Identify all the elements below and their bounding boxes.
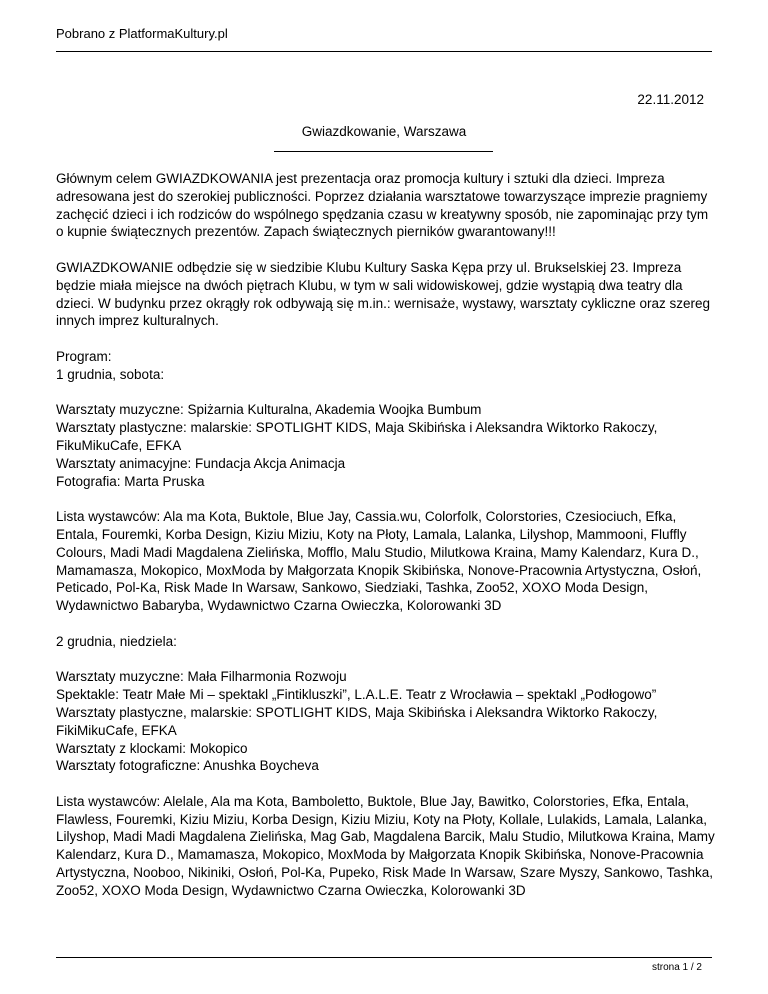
intro-paragraph: Głównym celem GWIAZDKOWANIA jest prezentacja oraz promocja kultury i sztuki dla dzieci. Impreza adresowana jest do szerokiej publiczności. Poprzez działania warsztatowe towarzyszące imprezie pragniemy zachęcić dzieci i ich rodziców do wspólnego spędzania czasu w kreatywny sposób, nie zapominając przy tym o kupnie świątecznych prezentów. Zapach świątecznych pierników gwarantowany!!! [56,171,709,240]
day2-heading: 2 grudnia, niedziela: [56,633,177,649]
day1-line: Warsztaty muzyczne: Spiżarnia Kulturalna, Akademia Woojka Bumbum [56,402,482,418]
day1-heading: 1 grudnia, sobota: [56,366,165,382]
day2-line: Warsztaty muzyczne: Mała Filharmonia Rozwoju [56,669,347,685]
header-divider [56,51,712,52]
document-body [56,170,716,917]
footer-divider [56,957,712,958]
day1-line: Warsztaty animacyjne: Fundacja Akcja Animacja [56,455,346,471]
day2-line: Warsztaty plastyczne, malarskie: SPOTLIGHT KIDS, Maja Skibińska i Aleksandra Wiktorko Rakoczy, FikiMikuCafe, EFKA [56,704,658,738]
day2-workshops [56,668,716,775]
source-header: Pobrano z PlatformaKultury.pl [56,26,228,41]
day1-exhibitors: Lista wystawców: Ala ma Kota, Buktole, Blue Jay, Cassia.wu, Colorfolk, Colorstories, Czesiociuch, Efka, Entala, Fouremki, Korba Design, Kiziu Miziu, Koty na Płoty, Lamala, Lalanka, Lilyshop, Mammooni, Fluffly Colours, Madi Madi Magdalena Zielińska, Mofflo, Malu Studio, Milutkowa Kraina, Mamy Kalendarz, Kura D., Mamamasza, Mokopico, MoxModa by Małgorzata Knopik Skibińska, Nonove-Pracownia Artystyczna, Osłoń, Peticado, Pol-Ka, Risk Made In Warsaw, Sankowo, Siedziaki, Tashka, Zoo52, XOXO Moda Design, Wydawnictwo Babaryba, Wydawnictwo Czarna Owieczka, Kolorowanki 3D [56,509,702,614]
document-date: 22.11.2012 [637,92,704,107]
title-underline [274,151,493,152]
day2-exhibitors: Lista wystawców: Alelale, Ala ma Kota, Bamboletto, Buktole, Blue Jay, Bawitko, Colorstories, Efka, Entala, Flawless, Fouremki, Kiziu Miziu, Korba Design, Kiziu Miziu, Koty na Płoty, Kollale, Lulakids, Lamala, Lalanka, Lilyshop, Madi Madi Magdalena Zielińska, Mag Gab, Magdalena Barcik, Malu Studio, Milutkowa Kraina, Mamy Kalendarz, Kura D., Mamamasza, Mokopico, MoxModa by Małgorzata Knopik Skibińska, Nonove-Pracownia Artystyczna, Nooboo, Nikiniki, Osłoń, Pol-Ka, Pupeko, Risk Made In Warsaw, Szare Myszy, Sankowo, Tashka, Zoo52, XOXO Moda Design, Wydawnictwo Czarna Owieczka, Kolorowanki 3D [56,793,715,898]
document-title: Gwiazdkowanie, Warszawa [301,124,467,139]
day1-workshops [56,401,716,490]
day2-line: Warsztaty z klockami: Mokopico [56,740,248,756]
program-label: Program: [56,348,112,364]
program-day1-heading [56,348,716,384]
day2-line: Spektakle: Teatr Małe Mi – spektakl „Fintikluszki”, L.A.L.E. Teatr z Wrocławia – spektakl „Podłogowo” [56,687,657,703]
day2-line: Warsztaty fotograficzne: Anushka Boycheva [56,758,319,774]
page-number: strona 1 / 2 [651,962,702,973]
day1-line: Warsztaty plastyczne: malarskie: SPOTLIGHT KIDS, Maja Skibińska i Aleksandra Wiktorko Rakoczy, FikuMikuCafe, EFKA [56,420,658,453]
day1-line: Fotografia: Marta Pruska [56,473,205,489]
venue-paragraph: GWIAZDKOWANIE odbędzie się w siedzibie Klubu Kultury Saska Kępa przy ul. Brukselskiej 23. Impreza będzie miała miejsce na dwóch piętrach Klubu, w tym w sali widowiskowej, gdzie wystąpią dwa teatry dla dzieci. W budynku przez okrągły rok odbywają się m.in.: wernisaże, wystawy, warsztaty cykliczne oraz szereg innych imprez kulturalnych. [56,259,710,329]
